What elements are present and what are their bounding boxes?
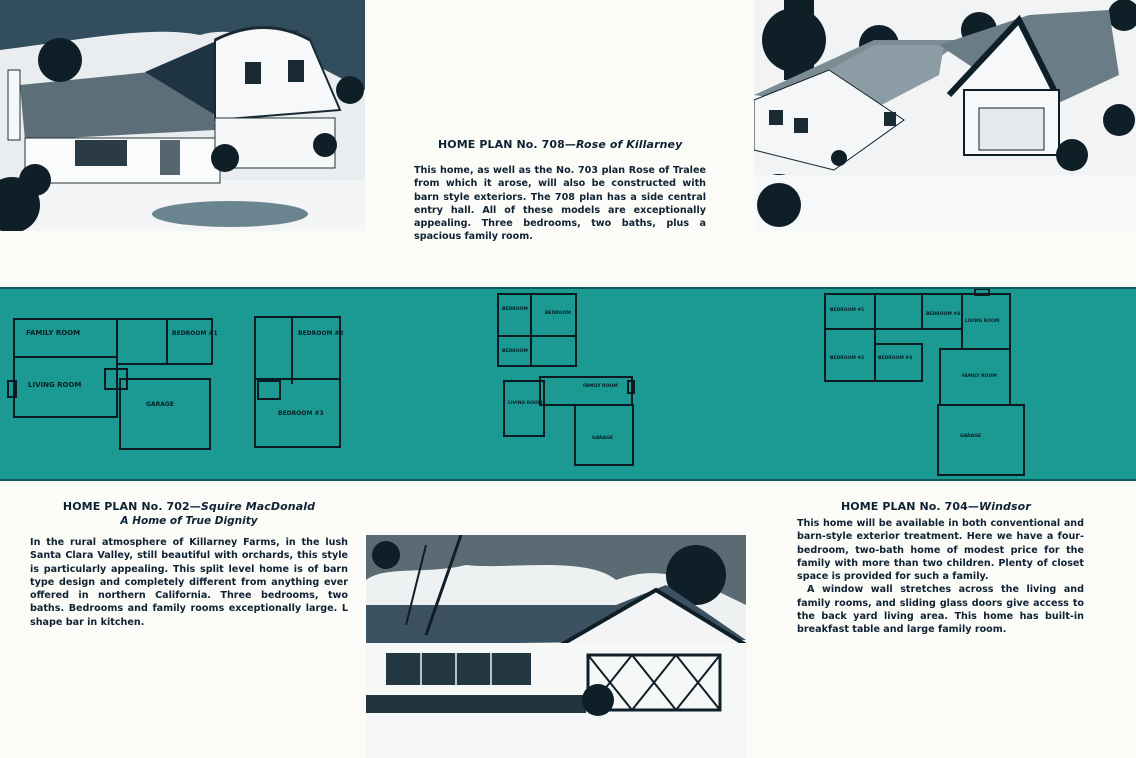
floorplan-704 [825,289,1024,475]
plan-708-section [414,138,706,244]
plan-704-section [797,500,1084,637]
fp704-bedroom4-label: BEDROOM #4 [926,312,961,317]
fp708-garage-label: GARAGE [592,436,613,441]
plan-704-body-2: A window wall stretches across the living and family rooms, and sliding glass doors give access to the back yard living area. This home has built-in breakfast table and large family room. [797,584,1084,636]
fp704-garage-label: GARAGE [960,434,981,439]
fp702-family-room-label: FAMILY ROOM [26,329,81,337]
plan-708-title [438,138,706,151]
plan-702-subtitle: A Home of True Dignity [120,515,258,527]
fp702-garage-label: GARAGE [146,401,174,408]
floorplan-708 [498,294,634,465]
plan-702-title-name: Squire MacDonald [200,500,316,513]
fp702-bedroom1-label: BEDROOM #1 [172,330,218,337]
plan-702-body: In the rural atmosphere of Killarney Farms, in the lush Santa Clara Valley, still beautiful with orchards, this style is particularly appealing. This split level home is of barn type design and completely different from anything ever offered in northern California. Three bedrooms, two baths. Bedrooms and family rooms exceptionally large. L shape bar in kitchen. [30,537,348,628]
plan-702-title [30,500,348,513]
plan-704-title [841,500,1084,513]
fp708-living-room-label: LIVING ROOM [508,401,543,406]
fp702-bedroom2-label: BEDROOM #2 [298,330,344,337]
fp704-bedroom2-label: BEDROOM #2 [830,356,865,361]
fp708-family-room-label: FAMILY ROOM [583,384,618,389]
fp708-bedroom-c-label: BEDROOM [502,349,528,354]
house-illustration-top-right [754,0,1136,231]
plan-704-body-1: This home will be available in both conventional and barn-style exterior treatment. Here we have a four-bedroom, two-bath home of modest price for the family with more than two children. Plenty of closet space is provided for such a family. [797,518,1084,583]
fp704-family-room-label: FAMILY ROOM [962,374,997,379]
floorplan-band [0,287,1136,481]
fp702-bedroom3-label: BEDROOM #3 [278,410,324,417]
plan-704-title-prefix: HOME PLAN No. 704— [841,500,980,513]
plan-708-body: This home, as well as the No. 703 plan Rose of Tralee from which it arose, will also be constructed with barn style exteriors. The 708 plan has a side central entry hall. All of these models are exceptionally appealing. Three bedrooms, two baths, plus a spacious family room. [414,165,706,243]
plan-702-section [30,500,348,629]
fp704-bedroom1-label: BEDROOM #1 [830,308,865,313]
plan-704-title-name: Windsor [979,500,1031,513]
house-illustration-bottom [366,535,746,758]
house-illustration-top-left [0,0,365,231]
plan-708-title-prefix: HOME PLAN No. 708— [438,138,577,151]
fp708-bedroom-b-label: BEDROOM [545,311,571,316]
fp702-living-room-label: LIVING ROOM [28,381,82,389]
fp704-living-room-label: LIVING ROOM [965,319,1000,324]
fp704-bedroom3-label: BEDROOM #3 [878,356,913,361]
plan-708-title-name: Rose of Killarney [576,138,683,151]
fp708-bedroom-a-label: BEDROOM [502,307,528,312]
plan-702-title-prefix: HOME PLAN No. 702— [62,500,201,513]
